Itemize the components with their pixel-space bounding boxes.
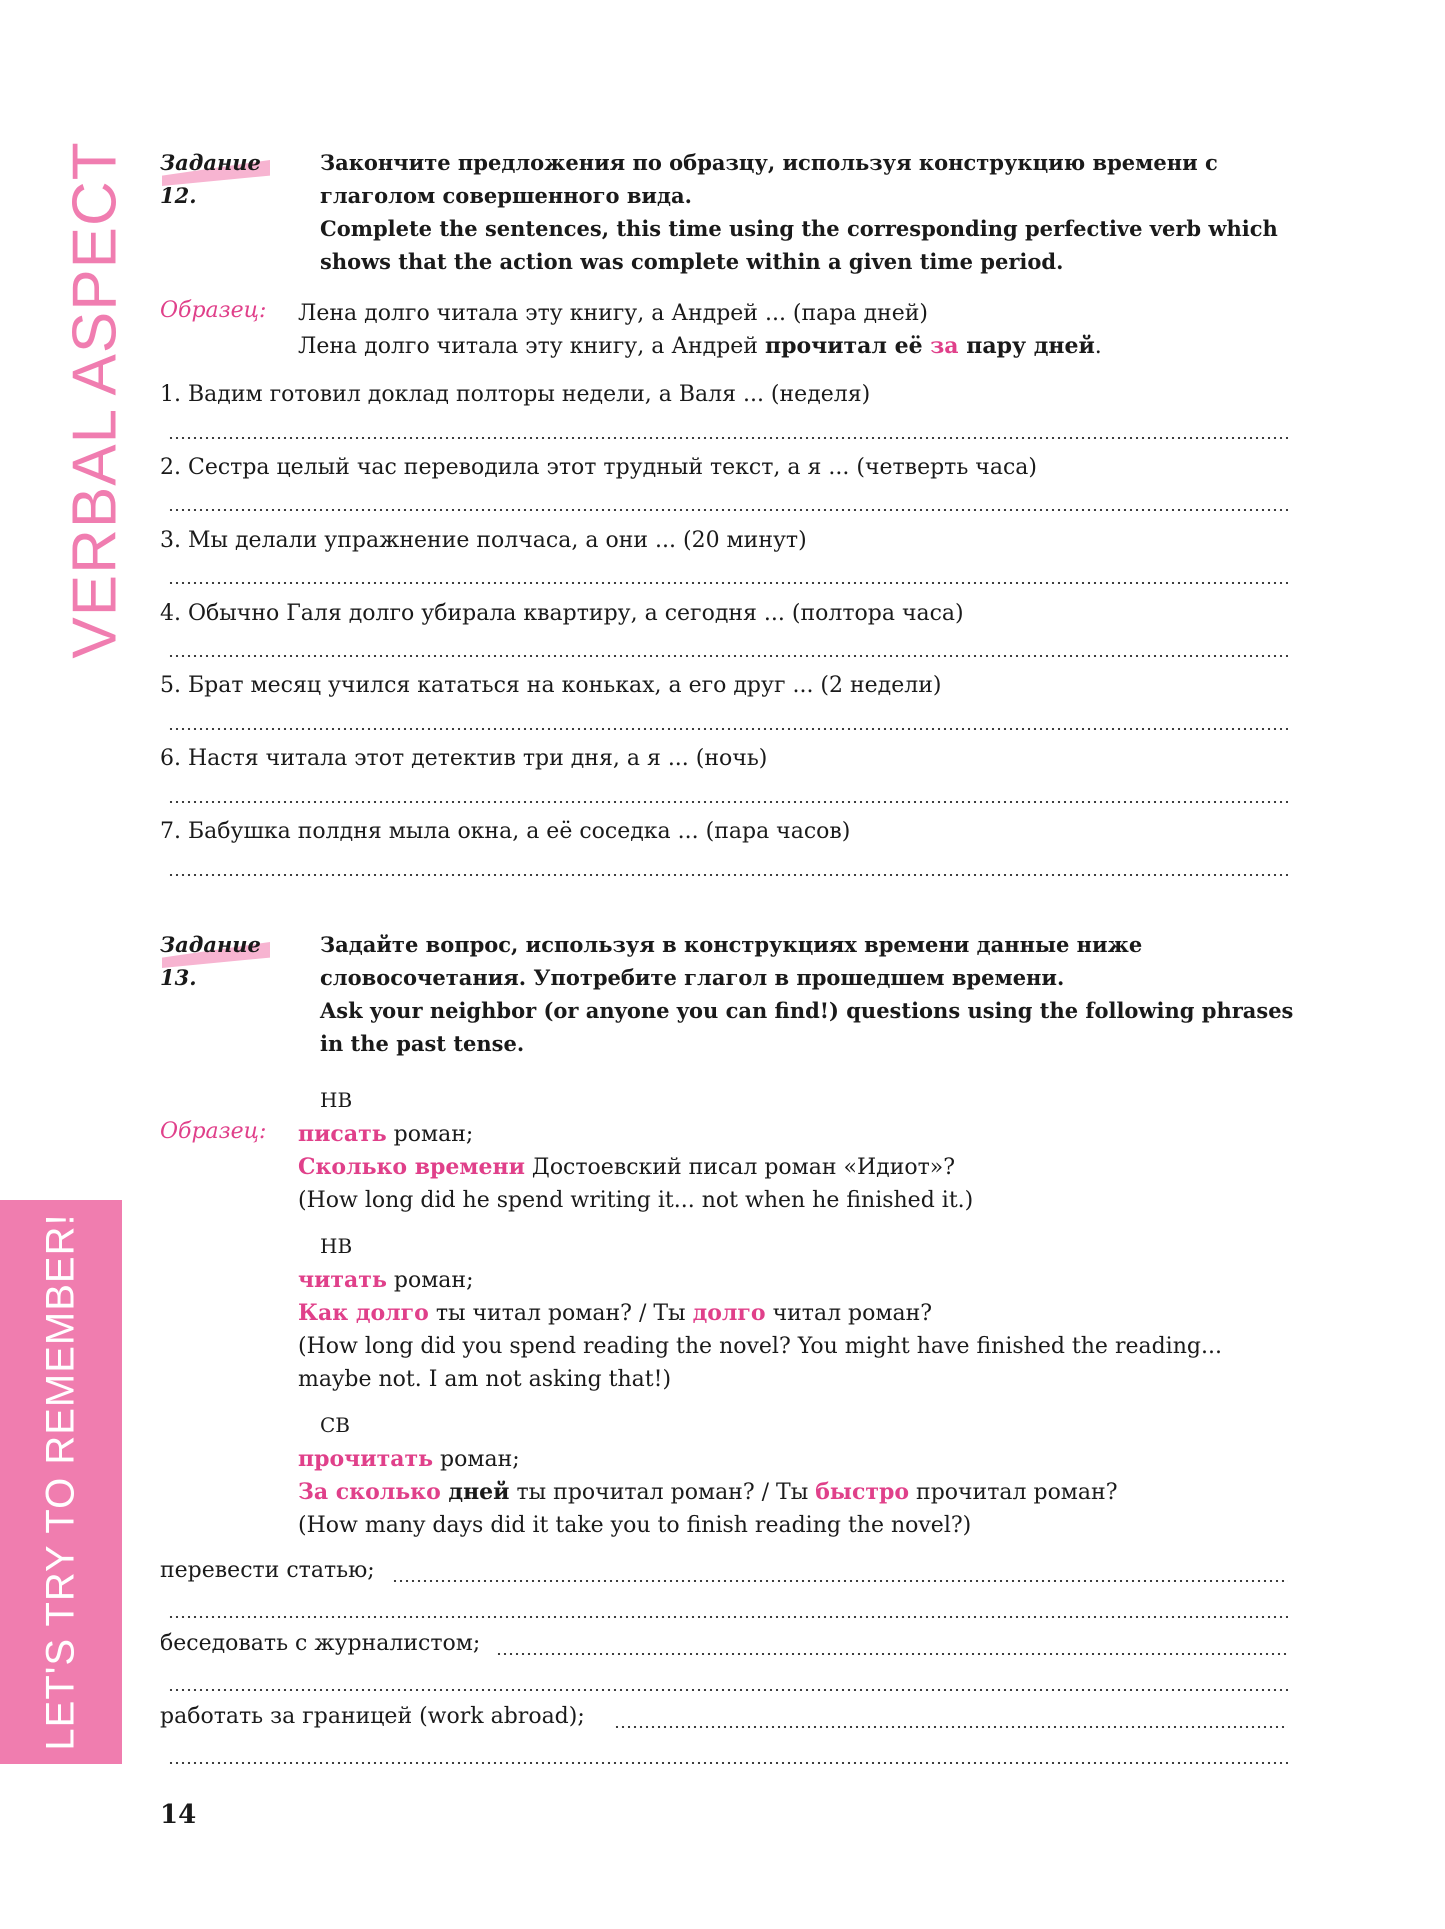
task13-en-line2: in the past tense. bbox=[320, 1031, 525, 1056]
phrase-2-answer-line-a[interactable] bbox=[496, 1653, 1288, 1655]
ex3-question: За сколько дней ты прочитал роман? / Ты быстро прочитал роман? bbox=[298, 1479, 1118, 1505]
task12-item-7: 7. Бабушка полдня мыла окна, а её соседка ... (пара часов) bbox=[160, 819, 851, 844]
ex2-note-line1: (How long did you spend reading the novel? You might have finished the reading... bbox=[298, 1334, 1222, 1359]
task13-sample-label: Образец: bbox=[160, 1119, 267, 1144]
phrase-3-answer-line-a[interactable] bbox=[614, 1726, 1288, 1728]
task12-item-2: 2. Сестра целый час переводила этот трудный текст, а я ... (четверть часа) bbox=[160, 455, 1037, 480]
task12-en-line2: shows that the action was complete within a given time period. bbox=[320, 249, 1064, 274]
ex1-verb-line: писать роман; bbox=[298, 1121, 474, 1147]
phrase-1-answer-line-b[interactable] bbox=[168, 1616, 1288, 1618]
task12-sample-label: Образец: bbox=[160, 298, 267, 323]
ex3-note: (How many days did it take you to finish reading the novel?) bbox=[298, 1513, 972, 1538]
ex3-verb-line: прочитать роман; bbox=[298, 1446, 520, 1472]
ex2-question: Как долго ты читал роман? / Ты долго читал роман? bbox=[298, 1300, 933, 1326]
phrase-1-answer-line-a[interactable] bbox=[392, 1580, 1288, 1582]
phrase-2: беседовать с журналистом; bbox=[160, 1631, 481, 1656]
answer-line-1[interactable] bbox=[168, 437, 1288, 439]
answer-line-5[interactable] bbox=[168, 728, 1288, 730]
ex2-aspect: НВ bbox=[320, 1234, 353, 1258]
task12-en-line1: Complete the sentences, this time using the corresponding perfective verb which bbox=[320, 216, 1278, 241]
answer-line-4[interactable] bbox=[168, 655, 1288, 657]
task12-item-3: 3. Мы делали упражнение полчаса, а они ... (20 минут) bbox=[160, 528, 807, 553]
section-tab bbox=[0, 1200, 122, 1764]
phrase-2-answer-line-b[interactable] bbox=[168, 1689, 1288, 1691]
task13-ru-line2: словосочетания. Употребите глагол в прошедшем времени. bbox=[320, 965, 1065, 990]
task13-en-line1: Ask your neighbor (or anyone you can find!) questions using the following phrases bbox=[320, 998, 1294, 1023]
chapter-title-text: VERBAL ASPECT bbox=[60, 141, 130, 659]
task12-item-4: 4. Обычно Галя долго убирала квартиру, а сегодня ... (полтора часа) bbox=[160, 601, 964, 626]
task12-item-5: 5. Брат месяц учился кататься на коньках, а его друг ... (2 недели) bbox=[160, 673, 942, 698]
chapter-title-vertical bbox=[60, 140, 130, 660]
task12-label: Задание 12. bbox=[160, 146, 261, 212]
ex2-note-line2: maybe not. I am not asking that!) bbox=[298, 1367, 672, 1392]
task12-ru-line1: Закончите предложения по образцу, используя конструкцию времени с bbox=[320, 150, 1218, 175]
task13-label: Задание 13. bbox=[160, 928, 261, 994]
ex1-note: (How long did he spend writing it... not when he finished it.) bbox=[298, 1188, 974, 1213]
task12-sample-line1: Лена долго читала эту книгу, а Андрей ... (пара дней) bbox=[298, 301, 928, 326]
answer-line-6[interactable] bbox=[168, 801, 1288, 803]
answer-line-3[interactable] bbox=[168, 582, 1288, 584]
task12-item-1: 1. Вадим готовил доклад полторы недели, а Валя ... (неделя) bbox=[160, 382, 871, 407]
answer-line-2[interactable] bbox=[168, 509, 1288, 511]
ex1-aspect: НВ bbox=[320, 1088, 353, 1112]
task12-sample-line2: Лена долго читала эту книгу, а Андрей прочитал её за пару дней. bbox=[298, 333, 1102, 359]
phrase-3: работать за границей (work abroad); bbox=[160, 1704, 585, 1729]
ex3-aspect: СВ bbox=[320, 1413, 350, 1437]
ex1-question: Сколько времени Достоевский писал роман «Идиот»? bbox=[298, 1154, 956, 1180]
page-number: 14 bbox=[160, 1800, 197, 1830]
task13-instructions bbox=[320, 928, 1330, 1060]
phrase-1: перевести статью; bbox=[160, 1558, 375, 1583]
task13-ru-line1: Задайте вопрос, используя в конструкциях времени данные ниже bbox=[320, 932, 1143, 957]
answer-line-7[interactable] bbox=[168, 874, 1288, 876]
phrase-3-answer-line-b[interactable] bbox=[168, 1762, 1288, 1764]
task12-item-6: 6. Настя читала этот детектив три дня, а я ... (ночь) bbox=[160, 746, 768, 771]
task12-ru-line2: глаголом совершенного вида. bbox=[320, 183, 692, 208]
section-tab-text: LET'S TRY TO REMEMBER! bbox=[38, 1213, 83, 1751]
task12-instructions bbox=[320, 146, 1330, 278]
ex2-verb-line: читать роман; bbox=[298, 1267, 474, 1293]
